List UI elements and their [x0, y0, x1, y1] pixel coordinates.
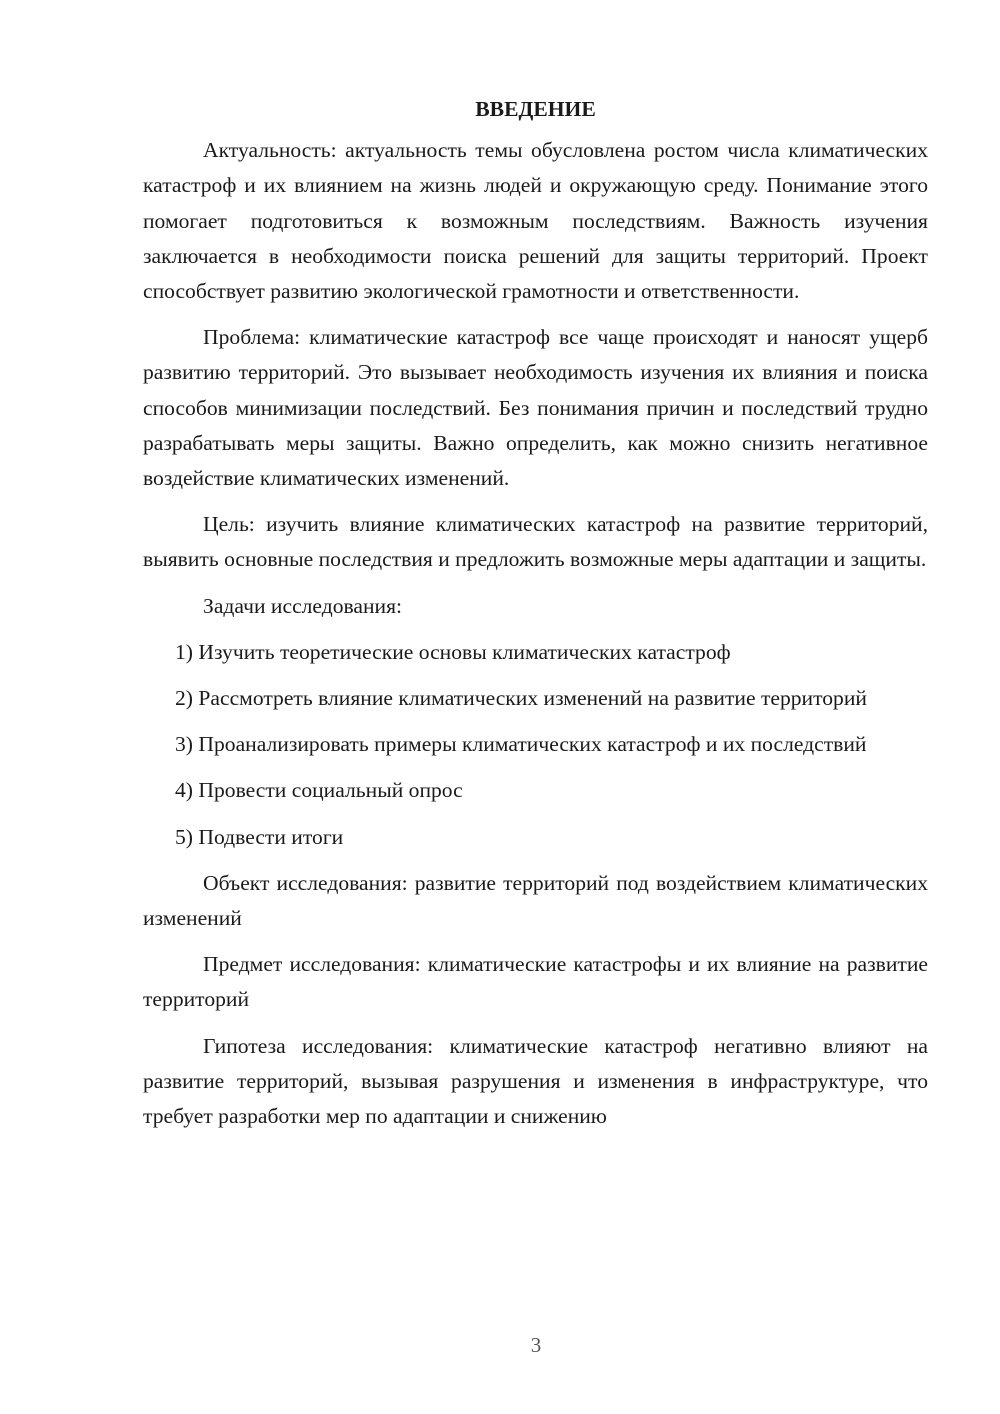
paragraph-problem: Проблема: климатические катастроф все чаще происходят и наносят ущерб развитию территорий. Это вызывает необходимость изучения их влияния и поиска способов минимизации последствий. Без понимания причин и последствий трудно разрабатывать меры защиты. Важно определить, как можно снизить негативное воздействие климатических изменений.	[143, 325, 928, 491]
paragraph-tasks-heading: Задачи исследования:	[203, 593, 403, 618]
section-title: ВВЕДЕНИЕ	[475, 97, 596, 121]
paragraph-subject: Предмет исследования: климатические катастрофы и их влияние на развитие территорий	[143, 952, 928, 1012]
research-definitions	[143, 866, 928, 1134]
task-item-5: 5) Подвести итоги	[175, 824, 344, 849]
page-number: 3	[530, 1333, 542, 1357]
task-item-2: 2) Рассмотреть влияние климатических изменений на развитие территорий	[175, 686, 867, 711]
document-page	[143, 92, 928, 1134]
tasks-list	[143, 635, 928, 855]
task-item-3: 3) Проанализировать примеры климатических катастроф и их последствий	[175, 732, 867, 757]
paragraph-relevance: Актуальность: актуальность темы обусловлена ростом числа климатических катастроф и их влиянием на жизнь людей и окружающую среду. Понимание этого помогает подготовиться к возможным последствиям. Важность изучения заключается в необходимости поиска решений для защиты территорий. Проект способствует развитию экологической грамотности и ответственности.	[143, 138, 928, 304]
paragraph-object: Объект исследования: развитие территорий под воздействием климатических изменений	[143, 870, 928, 931]
task-item-1: 1) Изучить теоретические основы климатических катастроф	[175, 639, 731, 664]
paragraph-goal: Цель: изучить влияние климатических катастроф на развитие территорий, выявить основные последствия и предложить возможные меры адаптации и защиты.	[143, 512, 928, 572]
task-item-4: 4) Провести социальный опрос	[175, 778, 463, 803]
paragraph-hypothesis: Гипотеза исследования: климатические катастроф негативно влияют на развитие территорий, вызывая разрушения и изменения в инфраструктуре, что требует разработки мер по адаптации и снижению	[143, 1033, 928, 1129]
